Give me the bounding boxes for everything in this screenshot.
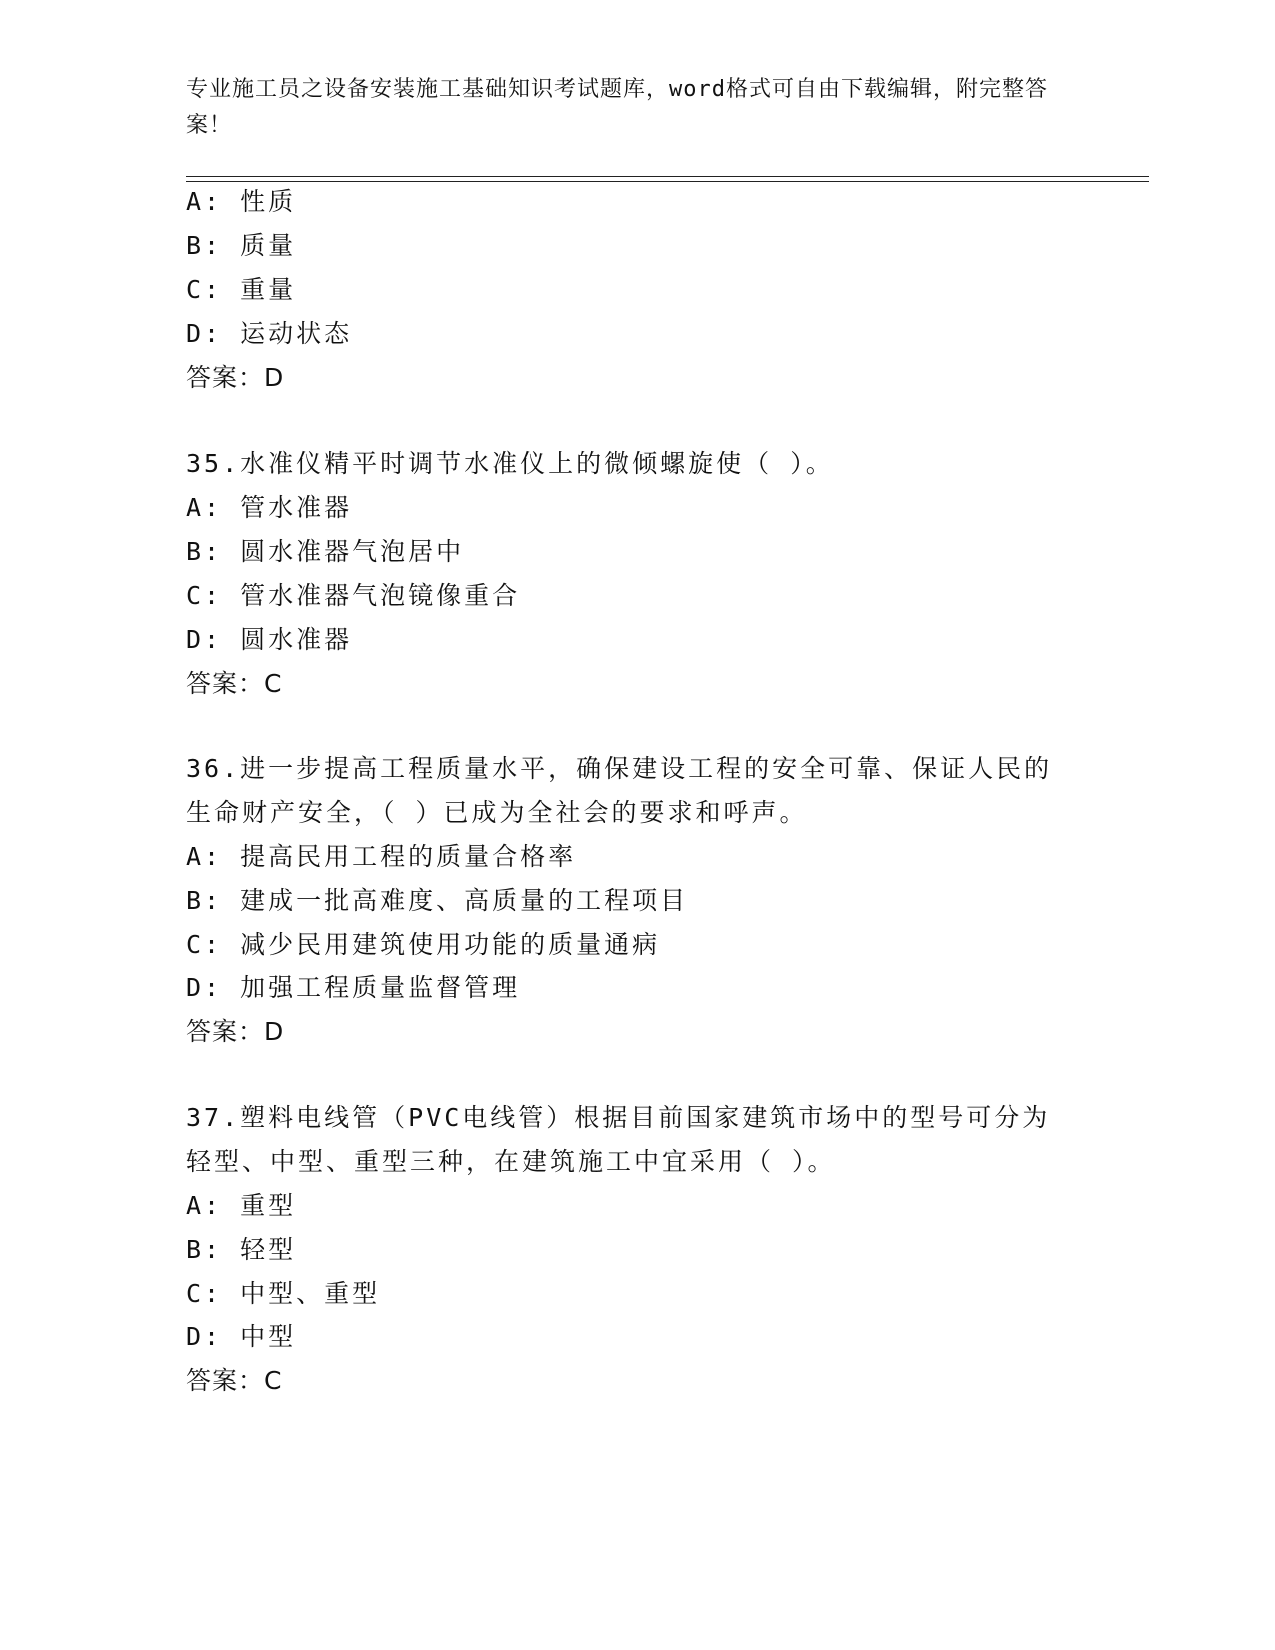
document-header: 专业施工员之设备安装施工基础知识考试题库，word格式可自由下载编辑，附完整答案！ [186,77,1048,138]
q36-option-c: C: 减少民用建筑使用功能的质量通病 [186,930,661,959]
q37-option-a: A: 重型 [186,1191,297,1220]
q35-answer: 答案：C [186,669,283,698]
q36-option-a: A: 提高民用工程的质量合格率 [186,842,577,871]
q36-answer: 答案：D [186,1017,285,1046]
q34-option-b: B: 质量 [186,231,297,260]
q35-option-b: B: 圆水准器气泡居中 [186,537,465,566]
q36-stem-line-1: 36.进一步提高工程质量水平，确保建设工程的安全可靠、保证人民的 [186,754,1053,783]
q36-stem-line-2: 生命财产安全，（ ）已成为全社会的要求和呼声。 [186,798,808,827]
header-rule-top [186,176,1149,177]
q36-option-d: D: 加强工程质量监督管理 [186,973,521,1002]
q37-stem-line-2: 轻型、中型、重型三种，在建筑施工中宜采用（ ）。 [186,1147,836,1176]
q35-stem: 35.水准仪精平时调节水准仪上的微倾螺旋使（ ）。 [186,449,834,478]
q37-stem-line-1: 37.塑料电线管（PVC电线管）根据目前国家建筑市场中的型号可分为 [186,1103,1051,1132]
header-rule-bottom [186,181,1149,182]
q37-option-c: C: 中型、重型 [186,1279,381,1308]
q35-option-d: D: 圆水准器 [186,625,353,654]
q35-option-c: C: 管水准器气泡镜像重合 [186,581,521,610]
q37-option-b: B: 轻型 [186,1235,297,1264]
q34-option-a: A: 性质 [186,187,297,216]
q36-option-b: B: 建成一批高难度、高质量的工程项目 [186,886,689,915]
q34-answer: 答案：D [186,363,285,392]
q37-answer: 答案：C [186,1366,283,1395]
q34-option-c: C: 重量 [186,275,297,304]
q35-option-a: A: 管水准器 [186,493,353,522]
q34-option-d: D: 运动状态 [186,319,353,348]
q37-option-d: D: 中型 [186,1322,297,1351]
